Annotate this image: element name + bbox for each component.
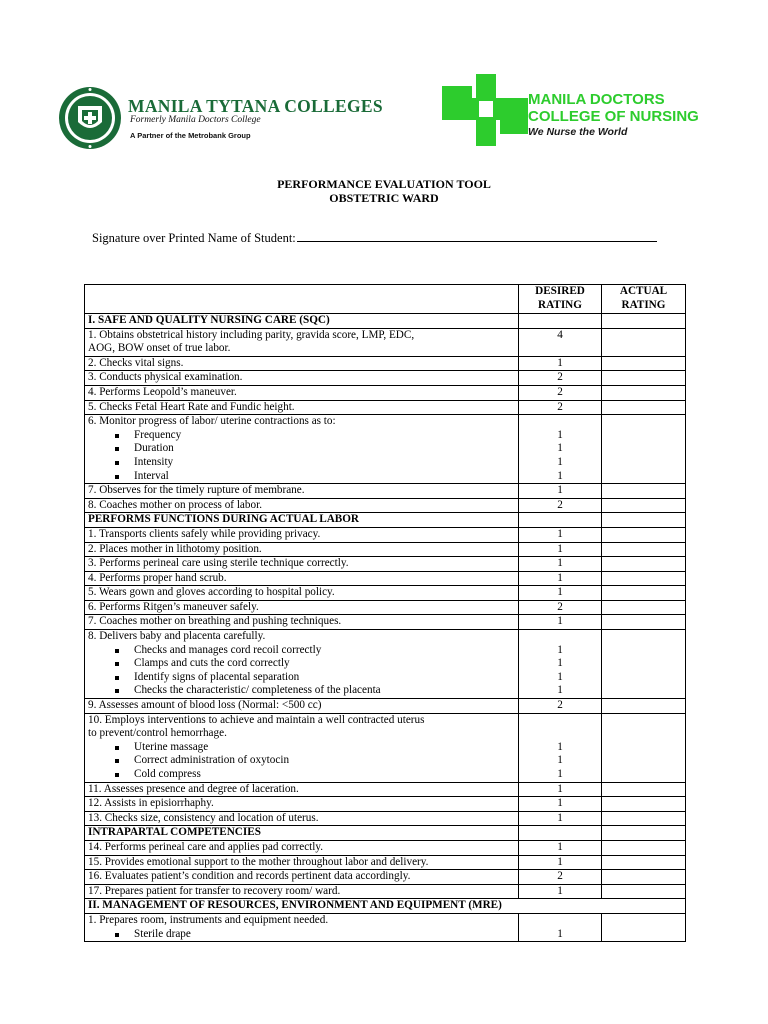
item-text: 3. Performs perineal care using sterile technique correctly.: [85, 557, 519, 572]
actual-rating-input[interactable]: [602, 527, 686, 542]
item-text: 6. Performs Ritgen’s maneuver safely.: [85, 600, 519, 615]
desired-rating: 2: [519, 699, 602, 714]
table-row: [85, 713, 686, 782]
desired-rating: 1: [519, 586, 602, 601]
desired-rating: 2: [519, 400, 602, 415]
item-text: 1. Obtains obstetrical history including parity, gravida score, LMP, EDC, AOG, BOW onset of true labor.: [85, 328, 519, 356]
bullet-item: Duration: [88, 442, 515, 456]
item-text: 4. Performs proper hand scrub.: [85, 571, 519, 586]
table-row: [85, 527, 686, 542]
item-text: 5. Wears gown and gloves according to hospital policy.: [85, 586, 519, 601]
actual-rating-input[interactable]: [602, 328, 686, 356]
desired-rating: 1: [519, 356, 602, 371]
actual-rating-input[interactable]: [602, 811, 686, 826]
signature-label: Signature over Printed Name of Student:: [92, 231, 296, 245]
actual-rating-input[interactable]: [602, 586, 686, 601]
bullet-item: Sterile drape: [88, 928, 515, 942]
bullet-item: Frequency: [88, 429, 515, 443]
left-college-former-name: Formerly Manila Doctors College: [130, 115, 261, 125]
item-text: 1. Prepares room, instruments and equipment needed. Sterile drape: [85, 913, 519, 941]
table-row: [85, 630, 686, 699]
item-text: 15. Provides emotional support to the mother throughout labor and delivery.: [85, 855, 519, 870]
desired-rating: 2: [519, 498, 602, 513]
actual-rating-input[interactable]: [602, 385, 686, 400]
table-row: [85, 884, 686, 899]
item-text: 9. Assesses amount of blood loss (Normal: <500 cc): [85, 699, 519, 714]
bullet-item: Correct administration of oxytocin: [88, 754, 515, 768]
actual-rating-input[interactable]: [602, 713, 686, 782]
actual-rating-input[interactable]: [602, 484, 686, 499]
actual-rating-input[interactable]: [602, 884, 686, 899]
college-seal-icon: [58, 86, 122, 150]
item-text: 7. Coaches mother on breathing and pushing techniques.: [85, 615, 519, 630]
table-row: [85, 356, 686, 371]
item-text: 2. Checks vital signs.: [85, 356, 519, 371]
table-row: [85, 782, 686, 797]
actual-rating-input[interactable]: [602, 840, 686, 855]
right-college-name-line2: COLLEGE OF NURSING: [528, 108, 699, 125]
item-text: 12. Assists in episiorrhaphy.: [85, 797, 519, 812]
signature-field[interactable]: [92, 230, 657, 246]
actual-rating-input[interactable]: [602, 415, 686, 484]
bullet-item: Cold compress: [88, 768, 515, 782]
bullet-item: Intensity: [88, 456, 515, 470]
nursing-cross-icon: [442, 74, 530, 146]
actual-rating-input[interactable]: [602, 498, 686, 513]
desired-rating: 1: [519, 855, 602, 870]
header-blank-cell: [85, 285, 519, 314]
desired-rating: 1: [519, 557, 602, 572]
desired-rating: 2: [519, 600, 602, 615]
section-header-row: [85, 899, 686, 914]
desired-rating: 1 1 1: [519, 713, 602, 782]
table-row: [85, 797, 686, 812]
actual-rating-input[interactable]: [602, 600, 686, 615]
actual-rating-input[interactable]: [602, 913, 686, 941]
table-row: [85, 571, 686, 586]
table-row: [85, 699, 686, 714]
actual-rating-input[interactable]: [602, 870, 686, 885]
actual-rating-input[interactable]: [602, 855, 686, 870]
item-text: 11. Assesses presence and degree of laceration.: [85, 782, 519, 797]
table-header-row: [85, 285, 686, 314]
desired-rating: 1: [519, 571, 602, 586]
right-college-motto: We Nurse the World: [528, 126, 628, 138]
desired-rating: 1 1 1 1: [519, 630, 602, 699]
desired-rating: 1: [519, 811, 602, 826]
actual-rating-input[interactable]: [602, 400, 686, 415]
section-header-row: [85, 826, 686, 841]
section-title: INTRAPARTAL COMPETENCIES: [85, 826, 519, 841]
table-row: [85, 586, 686, 601]
left-college-partner: A Partner of the Metrobank Group: [130, 131, 251, 140]
section-title: PERFORMS FUNCTIONS DURING ACTUAL LABOR: [85, 513, 519, 528]
desired-rating: 1: [519, 913, 602, 941]
actual-rating-input[interactable]: [602, 699, 686, 714]
item-text: 6. Monitor progress of labor/ uterine contractions as to: Frequency Duration Intensity Interval: [85, 415, 519, 484]
desired-rating: 1: [519, 782, 602, 797]
bullet-item: Identify signs of placental separation: [88, 671, 515, 685]
table-row: [85, 600, 686, 615]
table-row: [85, 400, 686, 415]
desired-rating: 1: [519, 484, 602, 499]
actual-rating-header: ACTUAL RATING: [602, 285, 686, 314]
desired-rating: 2: [519, 385, 602, 400]
item-text: 13. Checks size, consistency and location of uterus.: [85, 811, 519, 826]
bullet-item: Checks the characteristic/ completeness of the placenta: [88, 684, 515, 698]
actual-rating-input[interactable]: [602, 782, 686, 797]
actual-rating-input[interactable]: [602, 571, 686, 586]
table-row: [85, 498, 686, 513]
section-title: II. MANAGEMENT OF RESOURCES, ENVIRONMENT AND EQUIPMENT (MRE): [85, 899, 686, 914]
section-title: I. SAFE AND QUALITY NURSING CARE (SQC): [85, 314, 519, 329]
bullet-item: Clamps and cuts the cord correctly: [88, 657, 515, 671]
table-row: [85, 870, 686, 885]
document-title: PERFORMANCE EVALUATION TOOL: [277, 177, 491, 191]
actual-rating-input[interactable]: [602, 797, 686, 812]
desired-rating: 2: [519, 870, 602, 885]
desired-rating-header: DESIRED RATING: [519, 285, 602, 314]
item-text: 10. Employs interventions to achieve and maintain a well contracted uterus to prevent/control hemorrhage. Uterine massage Correct administration of oxytocin Cold compress: [85, 713, 519, 782]
table-row: [85, 811, 686, 826]
table-row: [85, 371, 686, 386]
section-header-row: [85, 314, 686, 329]
document-subtitle: OBSTETRIC WARD: [329, 191, 439, 205]
item-text: 2. Places mother in lithotomy position.: [85, 542, 519, 557]
actual-rating-input[interactable]: [602, 615, 686, 630]
bullet-item: Checks and manages cord recoil correctly: [88, 644, 515, 658]
table-row: [85, 840, 686, 855]
actual-rating-input[interactable]: [602, 557, 686, 572]
bullet-item: Uterine massage: [88, 741, 515, 755]
desired-rating: 1: [519, 527, 602, 542]
table-row: [85, 855, 686, 870]
desired-rating: 1: [519, 840, 602, 855]
item-text: 7. Observes for the timely rupture of membrane.: [85, 484, 519, 499]
desired-rating: 1: [519, 884, 602, 899]
desired-rating: 1: [519, 542, 602, 557]
bullet-item: Interval: [88, 470, 515, 484]
actual-rating-input[interactable]: [602, 356, 686, 371]
table-row: [85, 557, 686, 572]
table-row: [85, 385, 686, 400]
table-row: [85, 328, 686, 356]
table-row: [85, 415, 686, 484]
item-text: 1. Transports clients safely while providing privacy.: [85, 527, 519, 542]
right-college-name-line1: MANILA DOCTORS: [528, 91, 665, 108]
desired-rating: 1 1 1 1: [519, 415, 602, 484]
item-text: 17. Prepares patient for transfer to recovery room/ ward.: [85, 884, 519, 899]
table-row: [85, 484, 686, 499]
desired-rating: 4: [519, 328, 602, 356]
item-text: 3. Conducts physical examination.: [85, 371, 519, 386]
evaluation-table: [84, 284, 686, 942]
desired-rating: 2: [519, 371, 602, 386]
table-row: [85, 542, 686, 557]
actual-rating-input[interactable]: [602, 630, 686, 699]
item-text: 5. Checks Fetal Heart Rate and Fundic height.: [85, 400, 519, 415]
table-row: [85, 913, 686, 941]
actual-rating-input[interactable]: [602, 371, 686, 386]
left-college-name: MANILA TYTANA COLLEGES: [128, 96, 383, 116]
item-text: 8. Delivers baby and placenta carefully. Checks and manages cord recoil correctly Clamps and cuts the cord correctly Identify signs of placental separation Checks the characteristic/ completeness of the placenta: [85, 630, 519, 699]
section-header-row: [85, 513, 686, 528]
item-text: 8. Coaches mother on process of labor.: [85, 498, 519, 513]
signature-line[interactable]: [297, 230, 657, 242]
item-text: 4. Performs Leopold’s maneuver.: [85, 385, 519, 400]
desired-rating: 1: [519, 615, 602, 630]
desired-rating: 1: [519, 797, 602, 812]
table-row: [85, 615, 686, 630]
actual-rating-input[interactable]: [602, 542, 686, 557]
page-header: [0, 0, 768, 160]
item-text: 14. Performs perineal care and applies pad correctly.: [85, 840, 519, 855]
item-text: 16. Evaluates patient’s condition and records pertinent data accordingly.: [85, 870, 519, 885]
